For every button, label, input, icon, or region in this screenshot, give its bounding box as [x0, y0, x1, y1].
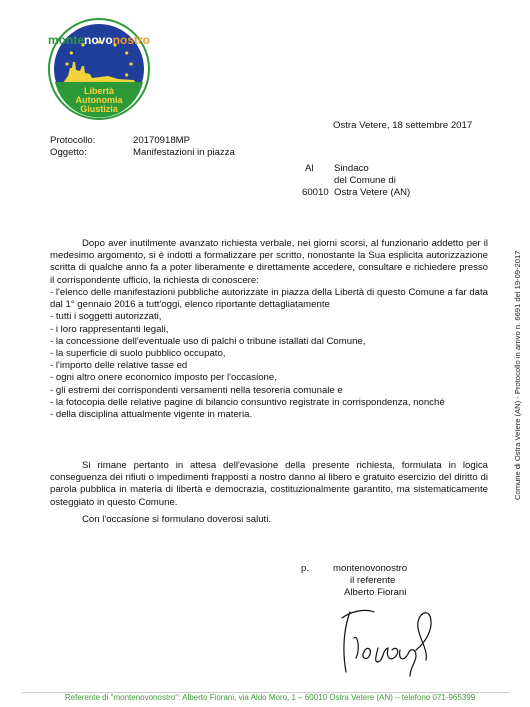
star-icon: [129, 62, 132, 65]
recipient-line2: del Comune di: [334, 175, 396, 186]
recipient-line1: Sindaco: [334, 163, 369, 174]
list-item: - la fotocopia delle relative pagine di bilancio consuntivo registrate in corrispondenza, nonché: [50, 396, 445, 408]
list-item: - ogni altro onere economico imposto per l'occasione,: [50, 372, 277, 384]
signature-prefix: p.: [301, 563, 310, 574]
list-item: - l'elenco delle manifestazioni pubbliche autorizzate in piazza della Libertà di questo Comune a far data dal 1° gennaio 2016 a tutt'oggi, elenco riportante dettagliatamente: [50, 287, 488, 311]
letter-date: Ostra Vetere, 18 settembre 2017: [333, 120, 473, 131]
logo-name-part3: nostro: [112, 33, 150, 47]
logo-name-part1: monte: [48, 33, 84, 47]
request-list: [50, 287, 488, 421]
list-item: - l'importo delle relative tasse ed: [50, 360, 188, 372]
star-icon: [125, 51, 128, 54]
protocol-value: 20170918MP: [133, 135, 191, 146]
signature-name: Alberto Fiorani: [344, 587, 407, 598]
recipient-line3: Ostra Vetere (AN): [334, 187, 411, 198]
list-item: - i loro rappresentanti legali,: [50, 323, 169, 335]
logo-motto-2: Autonomia: [75, 95, 123, 105]
signature-role: il referente: [350, 575, 396, 586]
protocol-stamp-text: Comune di Ostra Vetere (AN) - Protocollo in arrivo n. 6691 del 19-09-2017: [513, 250, 522, 500]
party-logo: [48, 18, 150, 120]
star-icon: [125, 73, 128, 76]
signature-org: montenovonostro: [333, 563, 408, 574]
list-item: - la concessione dell'eventuale uso di palchi o tribune istallati dal Comune,: [50, 335, 366, 347]
list-item: - tutti i soggetti autorizzati,: [50, 311, 162, 323]
list-item: - della disciplina attualmente vigente in materia.: [50, 409, 253, 421]
body-paragraph-2: Si rimane pertanto in attesa dell'evasione della presente richiesta, formulata in logica conseguenza dei rifiuti o impedimenti frapposti a nostro danno al libero e gratuito esercizio del diritto di parola pubblica in materia di libertà e democrazia, costituzionalmente garantito, ma sistematicamente osteggiato in questo Comune.: [50, 460, 488, 508]
logo-name-part2: novo: [83, 33, 113, 47]
handwritten-signature: [330, 598, 450, 686]
recipient-postcode: 60010: [302, 187, 329, 198]
star-icon: [70, 51, 73, 54]
list-item: - gli estremi dei corrispondenti versamenti nella tesoreria comunale e: [50, 384, 343, 396]
logo-motto-1: Libertà: [83, 86, 115, 96]
protocol-stamp: [512, 232, 524, 500]
body-paragraph-3: Con l'occasione si formulano doverosi saluti.: [82, 514, 272, 525]
subject-label: Oggetto:: [50, 147, 87, 158]
recipient-prefix: Al: [305, 163, 314, 174]
protocol-label: Protocollo:: [50, 135, 96, 146]
subject-value: Manifestazioni in piazza: [133, 147, 235, 158]
svg-text:montenovonostro: [48, 33, 150, 47]
list-item: - la superficie di suolo pubblico occupato,: [50, 348, 226, 360]
footer-contact: Referente di "montenovonostro": Alberto Fiorani, via Aldo Moro, 1 – 60010 Ostra Vetere (AN) – telefono 071-965399: [64, 693, 476, 702]
logo-motto-3: Giustizia: [80, 104, 118, 114]
body-paragraph-1: Dopo aver inutilmente avanzato richiesta verbale, nei giorni scorsi, al funzionario addetto per il medesimo argomento, si è indotti a formalizzare per scritto, nonostante la Sua esplicita autorizzazione scritta di qualche anno fa a poter liberamente e direttamente accedere, consultare e richiedere presso il corrispondente ufficio, la richiesta di conoscere:: [50, 238, 488, 286]
star-icon: [65, 62, 68, 65]
